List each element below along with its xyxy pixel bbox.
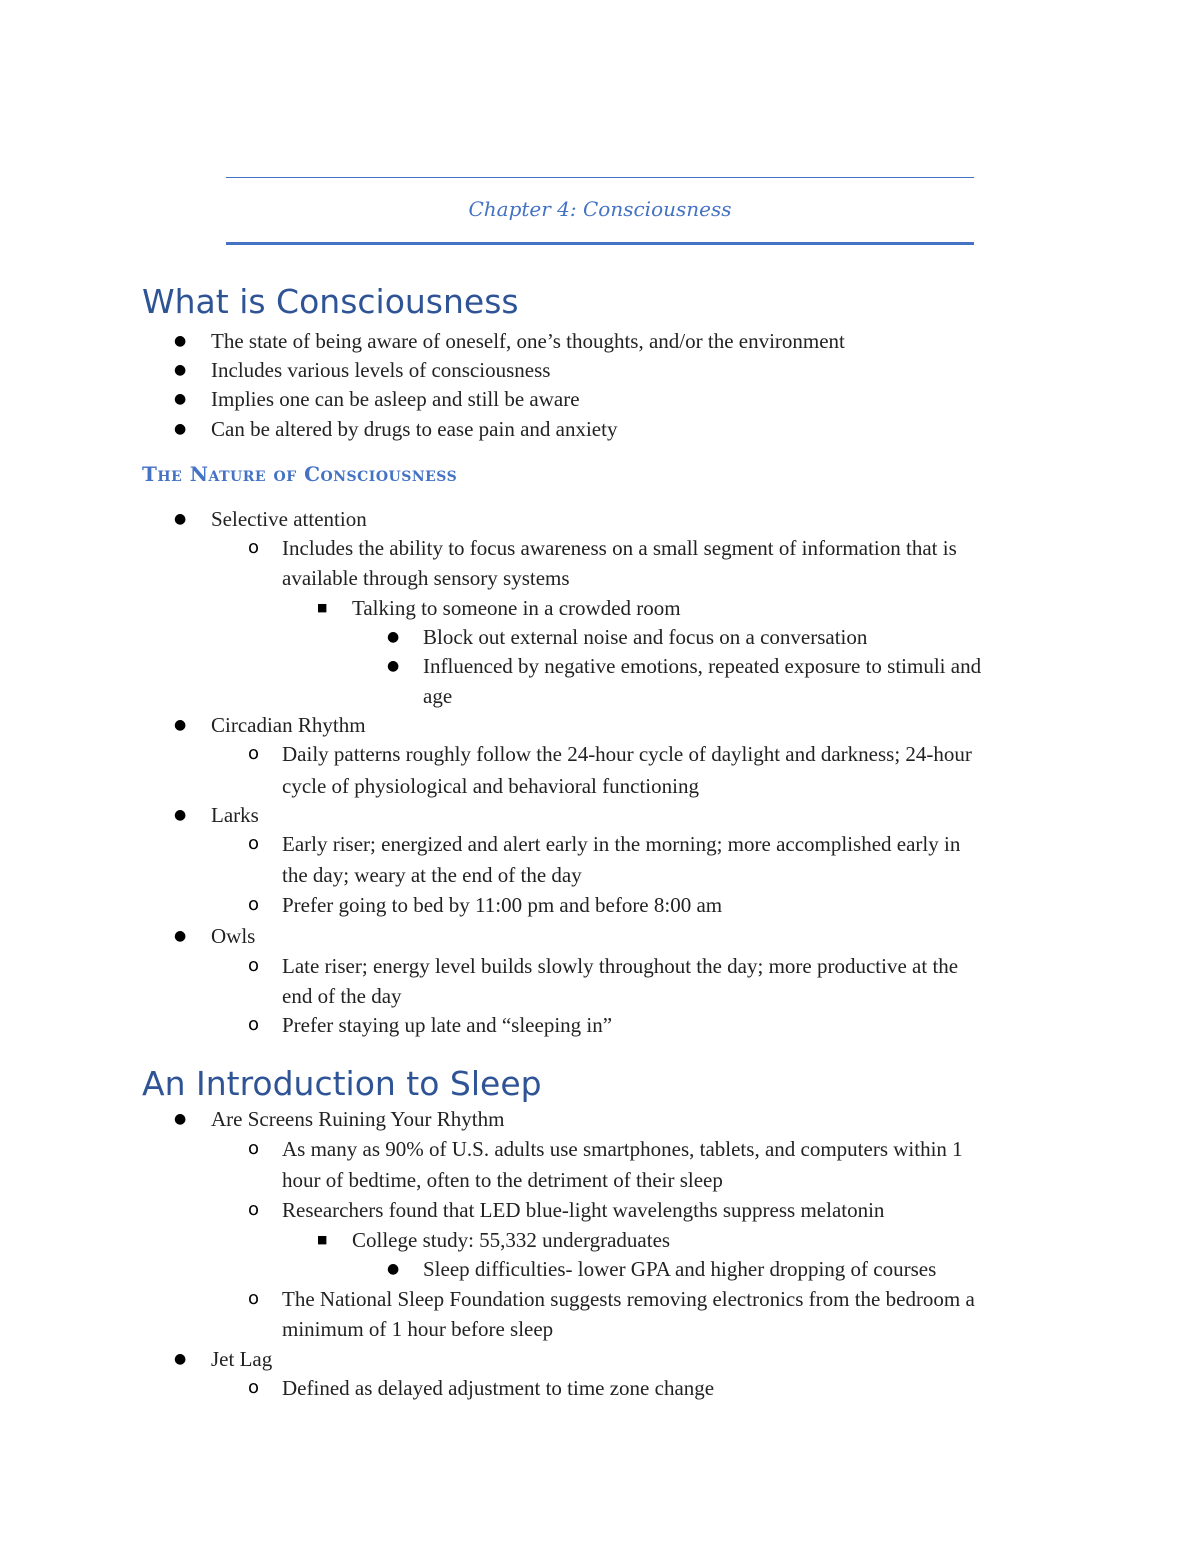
bullet-icon: ● xyxy=(387,658,400,674)
bullet-icon: ● xyxy=(174,717,187,733)
header-rule-top xyxy=(226,177,974,178)
list-item: Are Screens Ruining Your Rhythm xyxy=(211,1107,505,1131)
header-rule-bottom xyxy=(226,242,974,245)
bullet-icon: ● xyxy=(174,421,187,437)
circle-bullet-icon: o xyxy=(248,1014,260,1035)
bullet-icon: ● xyxy=(174,1111,187,1127)
circle-bullet-icon: o xyxy=(248,1377,260,1398)
circle-bullet-icon: o xyxy=(248,537,260,558)
list-item: Implies one can be asleep and still be aware xyxy=(211,387,580,411)
circle-bullet-icon: o xyxy=(248,743,260,764)
list-item: Influenced by negative emotions, repeated exposure to stimuli and xyxy=(423,654,982,678)
circle-bullet-icon: o xyxy=(248,1138,260,1159)
list-item: The National Sleep Foundation suggests removing electronics from the bedroom a xyxy=(282,1287,975,1311)
list-item-continuation: hour of bedtime, often to the detriment of their sleep xyxy=(282,1168,723,1192)
list-item: Larks xyxy=(211,803,259,827)
square-bullet-icon: ■ xyxy=(317,1233,328,1246)
list-item: Includes the ability to focus awareness on a small segment of information that is xyxy=(282,536,957,560)
heading-nature-of-consciousness: The Nature of Consciousness xyxy=(142,462,458,486)
list-item: Owls xyxy=(211,924,256,948)
list-item: Talking to someone in a crowded room xyxy=(352,596,681,620)
bullet-icon: ● xyxy=(174,1351,187,1367)
list-item: Late riser; energy level builds slowly throughout the day; more productive at the xyxy=(282,954,959,978)
list-item: Prefer staying up late and “sleeping in” xyxy=(282,1013,613,1037)
circle-bullet-icon: o xyxy=(248,833,260,854)
list-item-continuation: end of the day xyxy=(282,984,402,1008)
bullet-icon: ● xyxy=(174,333,187,349)
list-item: Prefer going to bed by 11:00 pm and before 8:00 am xyxy=(282,893,723,917)
bullet-icon: ● xyxy=(387,1261,400,1277)
list-item: As many as 90% of U.S. adults use smartphones, tablets, and computers within 1 xyxy=(282,1137,963,1161)
list-item-continuation: available through sensory systems xyxy=(282,566,570,590)
list-item: Sleep difficulties- lower GPA and higher dropping of courses xyxy=(423,1257,937,1281)
list-item: Jet Lag xyxy=(211,1347,273,1371)
bullet-icon: ● xyxy=(174,511,187,527)
bullet-icon: ● xyxy=(174,362,187,378)
bullet-icon: ● xyxy=(387,629,400,645)
bullet-icon: ● xyxy=(174,391,187,407)
list-item: Includes various levels of consciousness xyxy=(211,358,551,382)
list-item: Defined as delayed adjustment to time zone change xyxy=(282,1376,715,1400)
circle-bullet-icon: o xyxy=(248,955,260,976)
circle-bullet-icon: o xyxy=(248,894,260,915)
list-item: The state of being aware of oneself, one’s thoughts, and/or the environment xyxy=(211,329,845,353)
list-item-continuation: the day; weary at the end of the day xyxy=(282,863,582,887)
list-item: Selective attention xyxy=(211,507,367,531)
list-item: Can be altered by drugs to ease pain and anxiety xyxy=(211,417,618,441)
circle-bullet-icon: o xyxy=(248,1288,260,1309)
heading-what-is-consciousness: What is Consciousness xyxy=(142,282,519,321)
list-item: Block out external noise and focus on a conversation xyxy=(423,625,868,649)
list-item-continuation: cycle of physiological and behavioral functioning xyxy=(282,774,699,798)
chapter-title: Chapter 4: Consciousness xyxy=(468,197,732,221)
list-item: Early riser; energized and alert early in the morning; more accomplished early in xyxy=(282,832,961,856)
list-item: Circadian Rhythm xyxy=(211,713,366,737)
heading-introduction-to-sleep: An Introduction to Sleep xyxy=(142,1064,542,1103)
bullet-icon: ● xyxy=(174,807,187,823)
list-item-continuation: minimum of 1 hour before sleep xyxy=(282,1317,554,1341)
bullet-icon: ● xyxy=(174,928,187,944)
circle-bullet-icon: o xyxy=(248,1199,260,1220)
list-item: College study: 55,332 undergraduates xyxy=(352,1228,671,1252)
list-item-continuation: age xyxy=(423,684,453,708)
square-bullet-icon: ■ xyxy=(317,601,328,614)
list-item: Researchers found that LED blue-light wavelengths suppress melatonin xyxy=(282,1198,885,1222)
list-item: Daily patterns roughly follow the 24-hour cycle of daylight and darkness; 24-hour xyxy=(282,742,972,766)
